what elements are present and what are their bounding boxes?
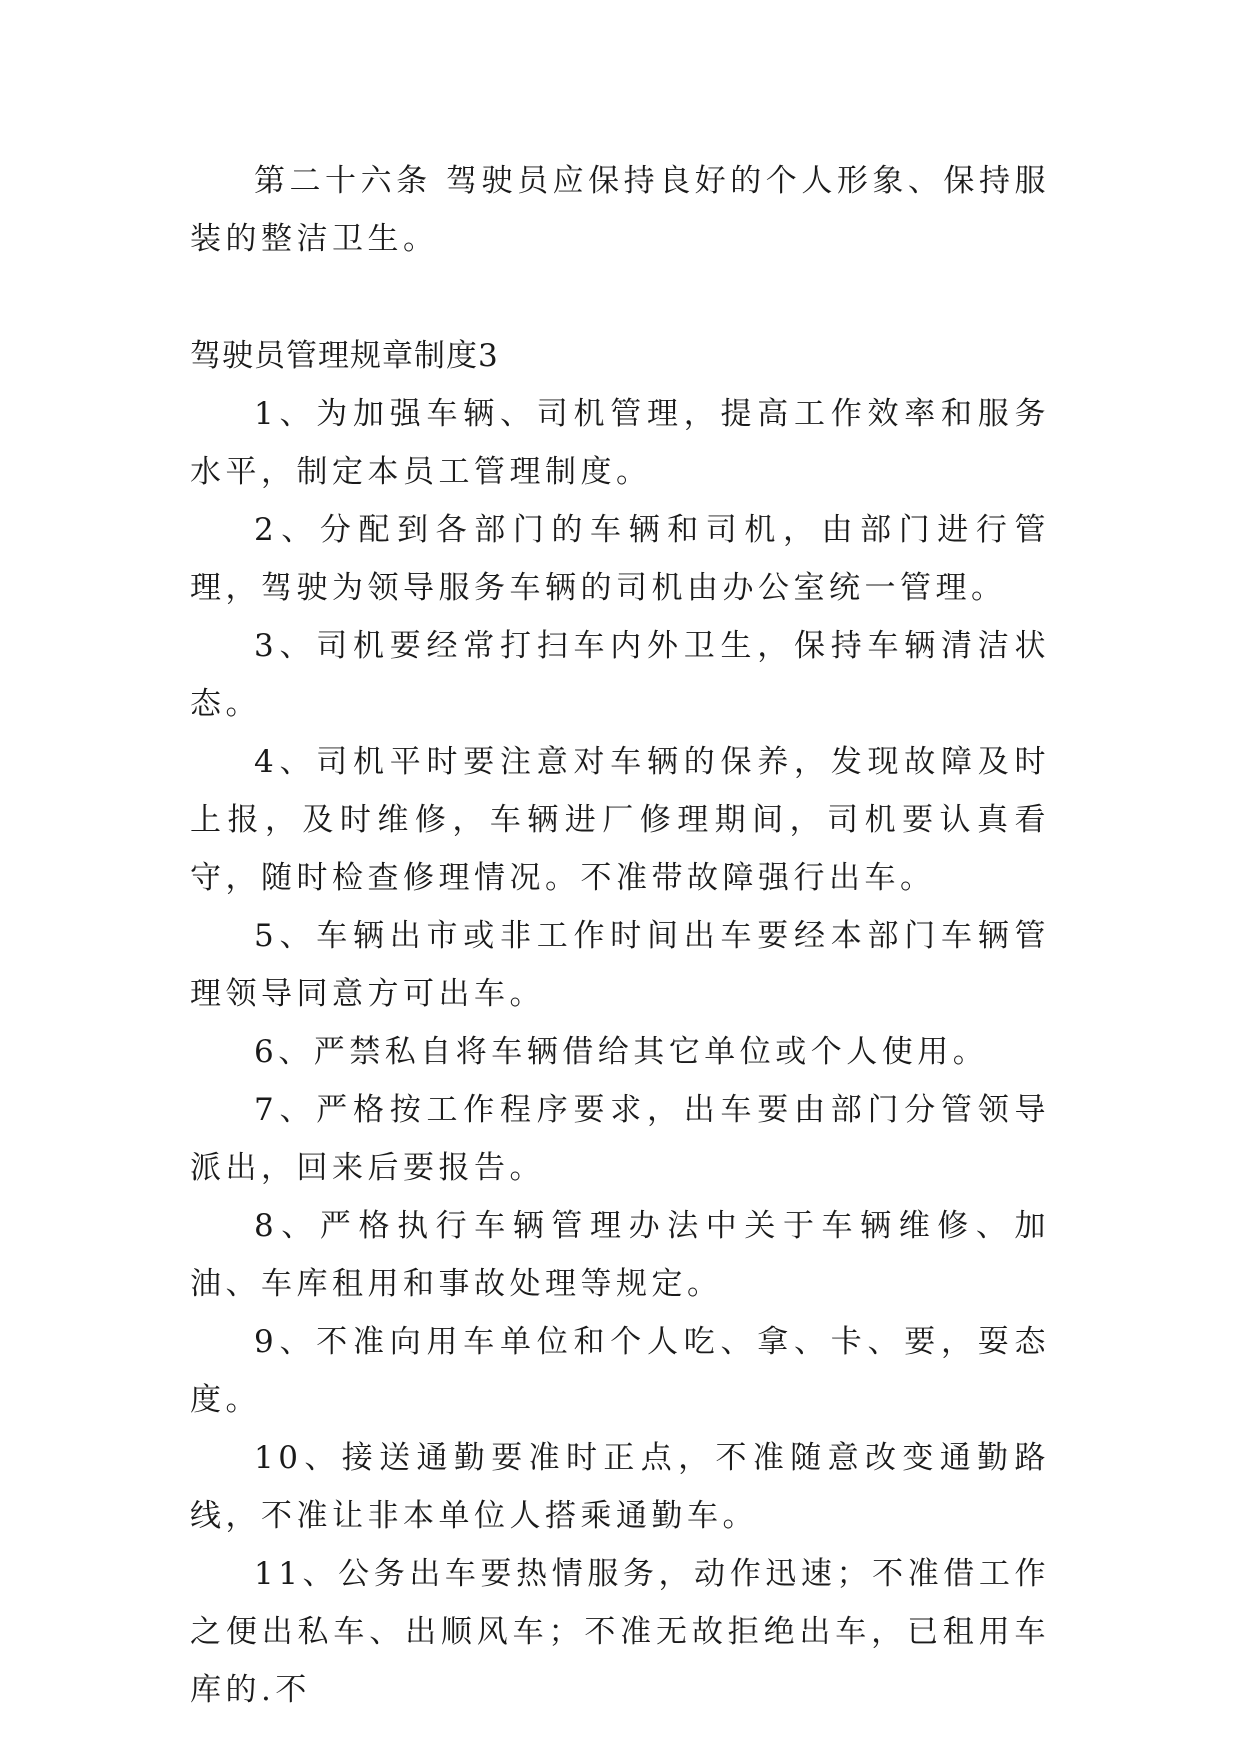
document-body bbox=[190, 152, 1050, 1719]
rule-item-3: 3、司机要经常打扫车内外卫生，保持车辆清洁状态。 bbox=[190, 628, 1050, 722]
rule-item-9: 9、不准向用车单位和个人吃、拿、卡、要，耍态度。 bbox=[190, 1324, 1050, 1418]
article-26-paragraph: 第二十六条 驾驶员应保持良好的个人形象、保持服装的整洁卫生。 bbox=[190, 163, 1050, 257]
rule-item-8: 8、严格执行车辆管理办法中关于车辆维修、加油、车库租用和事故处理等规定。 bbox=[190, 1208, 1050, 1302]
rule-item-5: 5、车辆出市或非工作时间出车要经本部门车辆管理领导同意方可出车。 bbox=[190, 918, 1050, 1012]
section-title: 驾驶员管理规章制度3 bbox=[190, 338, 499, 374]
rule-item-10: 10、接送通勤要准时正点，不准随意改变通勤路线，不准让非本单位人搭乘通勤车。 bbox=[190, 1440, 1050, 1534]
rule-item-6: 6、严禁私自将车辆借给其它单位或个人使用。 bbox=[254, 1034, 989, 1070]
section-spacer bbox=[190, 268, 1050, 327]
rule-item-11: 11、公务出车要热情服务，动作迅速；不准借工作之便出私车、出顺风车；不准无故拒绝出车，已租用车库的.不 bbox=[190, 1556, 1050, 1708]
rule-item-7: 7、严格按工作程序要求，出车要由部门分管领导派出，回来后要报告。 bbox=[190, 1092, 1050, 1186]
rule-item-4: 4、司机平时要注意对车辆的保养，发现故障及时上报，及时维修，车辆进厂修理期间，司机要认真看守，随时检查修理情况。不准带故障强行出车。 bbox=[190, 744, 1050, 896]
rule-item-2: 2、分配到各部门的车辆和司机，由部门进行管理，驾驶为领导服务车辆的司机由办公室统一管理。 bbox=[190, 512, 1050, 606]
rule-item-1: 1、为加强车辆、司机管理，提高工作效率和服务水平，制定本员工管理制度。 bbox=[190, 396, 1050, 490]
